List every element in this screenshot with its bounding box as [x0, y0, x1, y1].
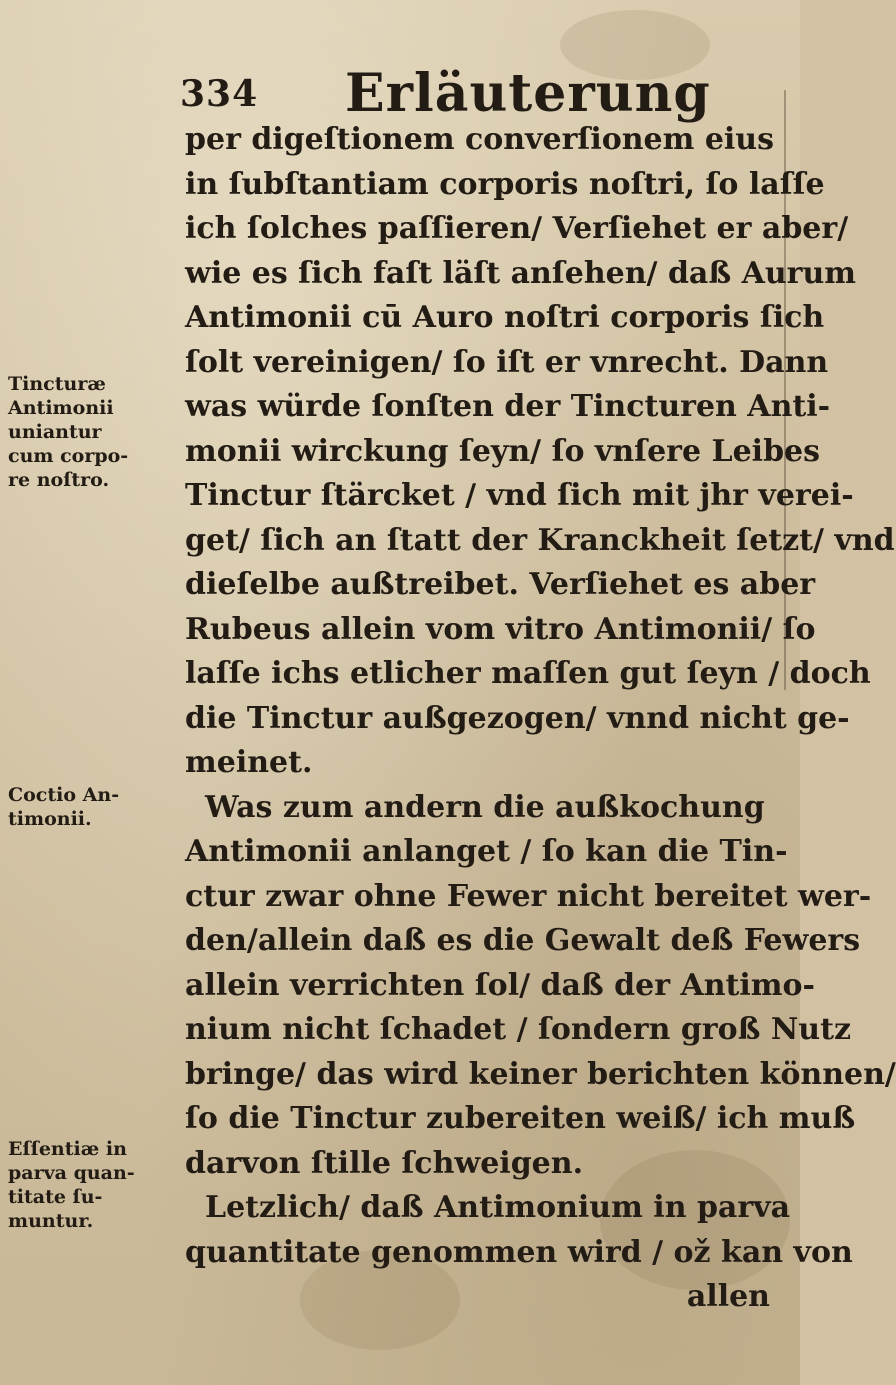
- text-line: monii wirckung ſeyn/ ſo vnſere Leibes: [185, 433, 821, 469]
- margin-note-line: parva quan-: [8, 1162, 135, 1184]
- text-line: get/ ſich an ſtatt der Kranckheit ſetzt/ vnd: [185, 522, 895, 558]
- text-line: Was zum andern die außkochung: [205, 789, 765, 825]
- margin-note-coctio: [8, 783, 178, 831]
- text-line: quantitate genommen wird / ož kan von: [185, 1234, 853, 1270]
- margin-note-line: Eſſentiæ in: [8, 1138, 127, 1160]
- text-line: allein verrichten ſol/ daß der Antimo-: [185, 967, 815, 1003]
- margin-note-line: Tincturæ: [8, 373, 106, 395]
- text-line: Antimonii anlanget / ſo kan die Tin-: [185, 834, 788, 869]
- text-line: per digeſtionem converſionem eius: [185, 122, 774, 157]
- margin-note-line: muntur.: [8, 1210, 94, 1232]
- text-line: Letzlich/ daß Antimonium in parva: [205, 1190, 791, 1225]
- text-line: in ſubſtantiam corporis noſtri, ſo laſſe: [185, 166, 825, 202]
- margin-note-tincture: [8, 372, 178, 492]
- text-line: laſſe ichs etlicher maſſen gut ſeyn / doch: [185, 656, 871, 691]
- text-line: Rubeus allein vom vitro Antimonii/ ſo: [185, 611, 816, 647]
- margin-note-line: uniantur: [8, 421, 102, 443]
- text-line: bringe/ das wird keiner berichten können/: [185, 1056, 896, 1092]
- text-line: ſo die Tinctur zubereiten weiß/ ich muß: [185, 1101, 856, 1136]
- text-line: den/allein daß es die Gewalt deß Fewers: [185, 923, 861, 958]
- text-line: Antimonii cū Auro noſtri corporis ſich: [185, 300, 825, 335]
- catchword: allen: [686, 1279, 770, 1314]
- text-line: die Tinctur außgezogen/ vnnd nicht ge-: [185, 700, 850, 736]
- page-number: 334: [180, 73, 259, 115]
- text-line: Tinctur ſtärcket / vnd ſich mit jhr verei-: [185, 478, 854, 513]
- margin-note-line: re noſtro.: [8, 469, 110, 491]
- text-line: nium nicht ſchadet / ſondern groß Nutz: [185, 1012, 851, 1047]
- text-line: meinet.: [185, 745, 313, 780]
- text-line: dieſelbe außtreibet. Verſiehet es aber: [185, 567, 816, 602]
- text-line: ctur zwar ohne Fewer nicht bereitet wer-: [185, 878, 872, 914]
- text-line: wie es ſich faſt läſt anſehen/ daß Aurum: [185, 255, 857, 291]
- text-line: ich ſolches paſſieren/ Verſiehet er aber/: [185, 211, 849, 246]
- page-header: [180, 55, 780, 125]
- margin-note-line: Coctio An-: [8, 784, 120, 806]
- margin-note-line: timonii.: [8, 808, 92, 830]
- margin-note-essentia: [8, 1137, 178, 1233]
- margin-note-line: cum corpo-: [8, 445, 129, 467]
- text-line: ſolt vereinigen/ ſo iſt er vnrecht. Dann: [185, 344, 829, 380]
- text-line: darvon ſtille ſchweigen.: [185, 1145, 584, 1181]
- body-text: [185, 118, 896, 1320]
- margin-note-line: Antimonii: [8, 397, 114, 419]
- text-line: was würde ſonſten der Tincturen Anti-: [185, 389, 831, 424]
- running-title: Erläuterung: [345, 63, 711, 124]
- margin-note-line: titate ſu-: [8, 1186, 103, 1208]
